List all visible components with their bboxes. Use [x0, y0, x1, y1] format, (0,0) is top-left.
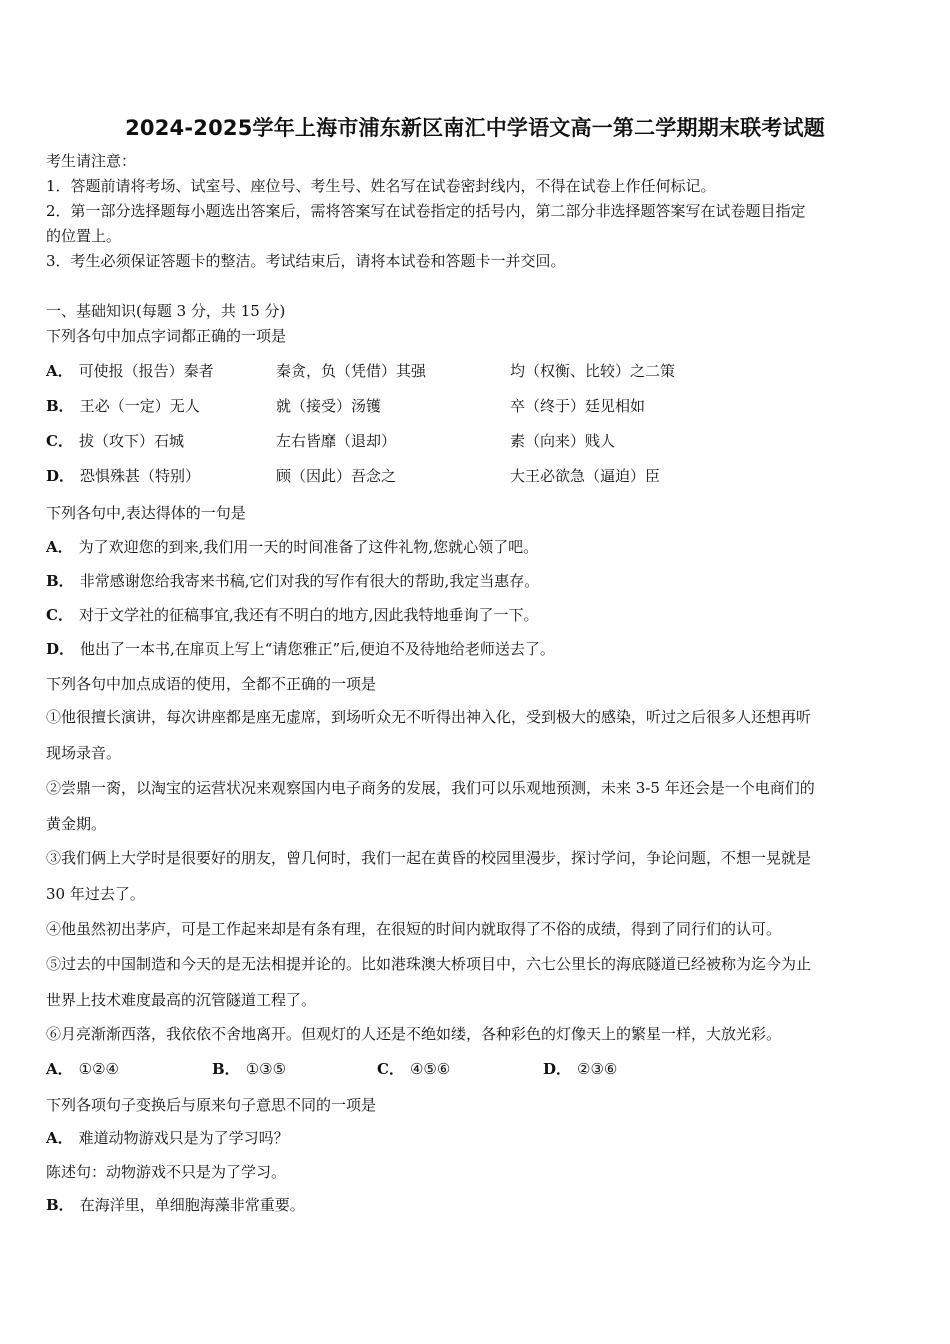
option-label: A． — [46, 538, 73, 556]
q1-stem: 下列各句中加点字词都正确的一项是 — [46, 327, 287, 345]
q1-row-d — [46, 467, 200, 485]
option-text: 难道动物游戏只是为了学习吗？ — [78, 1129, 289, 1147]
option-label: B． — [46, 1196, 74, 1214]
q3-choice-b — [212, 1060, 286, 1078]
notice-3: 3．考生必须保证答题卡的整洁。考试结束后，请将本试卷和答题卡一并交回。 — [46, 252, 566, 270]
q1-row-a — [46, 362, 214, 380]
option-label: C． — [46, 432, 73, 450]
q1-row-c — [46, 432, 184, 450]
notice-2: 2．第一部分选择题每小题选出答案后，需将答案写在试卷指定的括号内，第二部分非选择题答案写在试卷题目指定 — [46, 202, 806, 220]
option-text: 恐惧殊甚（特别） — [80, 467, 201, 485]
option-label: A． — [46, 362, 73, 380]
q3-line-5: ⑤过去的中国制造和今天的是无法相提并论的。比如港珠澳大桥项目中，六七公里长的海底隧道已经被称为迄今为止 — [46, 955, 812, 973]
option-text: 王必（一定）无人 — [79, 397, 200, 415]
option-label: D． — [543, 1060, 572, 1078]
q3-stem: 下列各句中加点成语的使用，全都不正确的一项是 — [46, 675, 377, 693]
q1-row-a-col2: 秦贪，负（凭借）其强 — [276, 362, 427, 380]
option-text: ④⑤⑥ — [409, 1060, 451, 1078]
option-text: ①③⑤ — [245, 1060, 287, 1078]
section-heading: 一、基础知识(每题 3 分，共 15 分) — [46, 302, 286, 320]
q2-option-d — [46, 640, 555, 658]
q2-option-c — [46, 606, 539, 624]
option-label: B． — [46, 572, 74, 590]
q3-choice-c — [377, 1060, 450, 1078]
option-label: C． — [46, 606, 73, 624]
q1-row-c-col3: 素（向来）贱人 — [510, 432, 616, 450]
q4-option-b — [46, 1196, 305, 1214]
q3-choice-d — [543, 1060, 617, 1078]
option-text: 对于文学社的征稿事宜,我还有不明白的地方,因此我特地垂询了一下。 — [78, 606, 539, 624]
q3-line-6: ⑥月亮渐渐西落，我依依不舍地离开。但观灯的人还是不绝如缕，各种彩色的灯像天上的繁星一样，大放光彩。 — [46, 1025, 782, 1043]
option-label: B． — [212, 1060, 240, 1078]
q3-line-3: ③我们俩上大学时是很要好的朋友，曾几何时，我们一起在黄昏的校园里漫步，探讨学问，争论问题，不想一晃就是 — [46, 849, 812, 867]
option-text: 为了欢迎您的到来,我们用一天的时间准备了这件礼物,您就心领了吧。 — [78, 538, 539, 556]
option-text: 非常感谢您给我寄来书稿,它们对我的写作有很大的帮助,我定当惠存。 — [79, 572, 540, 590]
q1-row-d-col2: 顾（因此）吾念之 — [276, 467, 397, 485]
q3-line-4: ④他虽然初出茅庐，可是工作起来却是有条有理，在很短的时间内就取得了不俗的成绩，得到了同行们的认可。 — [46, 920, 782, 938]
q1-row-a-col3: 均（权衡、比较）之二策 — [510, 362, 676, 380]
option-label: A． — [46, 1060, 73, 1078]
q3-line-5-cont: 世界上技术难度最高的沉管隧道工程了。 — [46, 991, 317, 1009]
q1-row-d-col3: 大王必欲急（逼迫）臣 — [510, 467, 661, 485]
option-text: 在海洋里，单细胞海藻非常重要。 — [79, 1196, 305, 1214]
option-label: C． — [377, 1060, 404, 1078]
q2-stem: 下列各句中,表达得体的一句是 — [46, 504, 246, 522]
q3-line-2-cont: 黄金期。 — [46, 815, 107, 833]
q3-line-3-cont: 30 年过去了。 — [46, 885, 145, 903]
q4-option-a — [46, 1129, 289, 1147]
q3-line-2: ②尝鼎一脔，以淘宝的运营状况来观察国内电子商务的发展，我们可以乐观地预测，未来 3-5 年还会是一个电商们的 — [46, 779, 815, 797]
option-text: ②③⑥ — [577, 1060, 618, 1078]
option-label: B． — [46, 397, 74, 415]
q1-row-b — [46, 397, 200, 415]
option-label: A． — [46, 1129, 73, 1147]
notice-1: 1．答题前请将考场、试室号、座位号、考生号、姓名写在试卷密封线内，不得在试卷上作任何标记。 — [46, 177, 716, 195]
notice-2-cont: 的位置上。 — [46, 227, 122, 245]
q4-stem: 下列各项句子变换后与原来句子意思不同的一项是 — [46, 1096, 377, 1114]
option-text: 拔（攻下）石城 — [78, 432, 184, 450]
q2-option-a — [46, 538, 538, 556]
option-text: 可使报（报告）秦者 — [78, 362, 214, 380]
q4-option-a-transform: 陈述句：动物游戏不只是为了学习。 — [46, 1163, 287, 1181]
q1-row-b-col3: 卒（终于）廷见相如 — [510, 397, 646, 415]
page-title: 2024-2025学年上海市浦东新区南汇中学语文高一第二学期期末联考试题 — [125, 116, 825, 140]
notice-heading: 考生请注意： — [46, 152, 137, 170]
q3-choice-a — [46, 1060, 119, 1078]
q3-line-1: ①他很擅长演讲，每次讲座都是座无虚席，到场听众无不听得出神入化，受到极大的感染，听过之后很多人还想再听 — [46, 708, 812, 726]
option-label: D． — [46, 640, 75, 658]
q1-row-c-col2: 左右皆靡（退却） — [276, 432, 397, 450]
option-text: 他出了一本书,在扉页上写上“请您雅正”后,便迫不及待地给老师送去了。 — [80, 640, 555, 658]
q3-line-1-cont: 现场录音。 — [46, 744, 122, 762]
option-text: ①②④ — [78, 1060, 119, 1078]
q2-option-b — [46, 572, 539, 590]
q1-row-b-col2: 就（接受）汤镬 — [276, 397, 382, 415]
option-label: D． — [46, 467, 75, 485]
